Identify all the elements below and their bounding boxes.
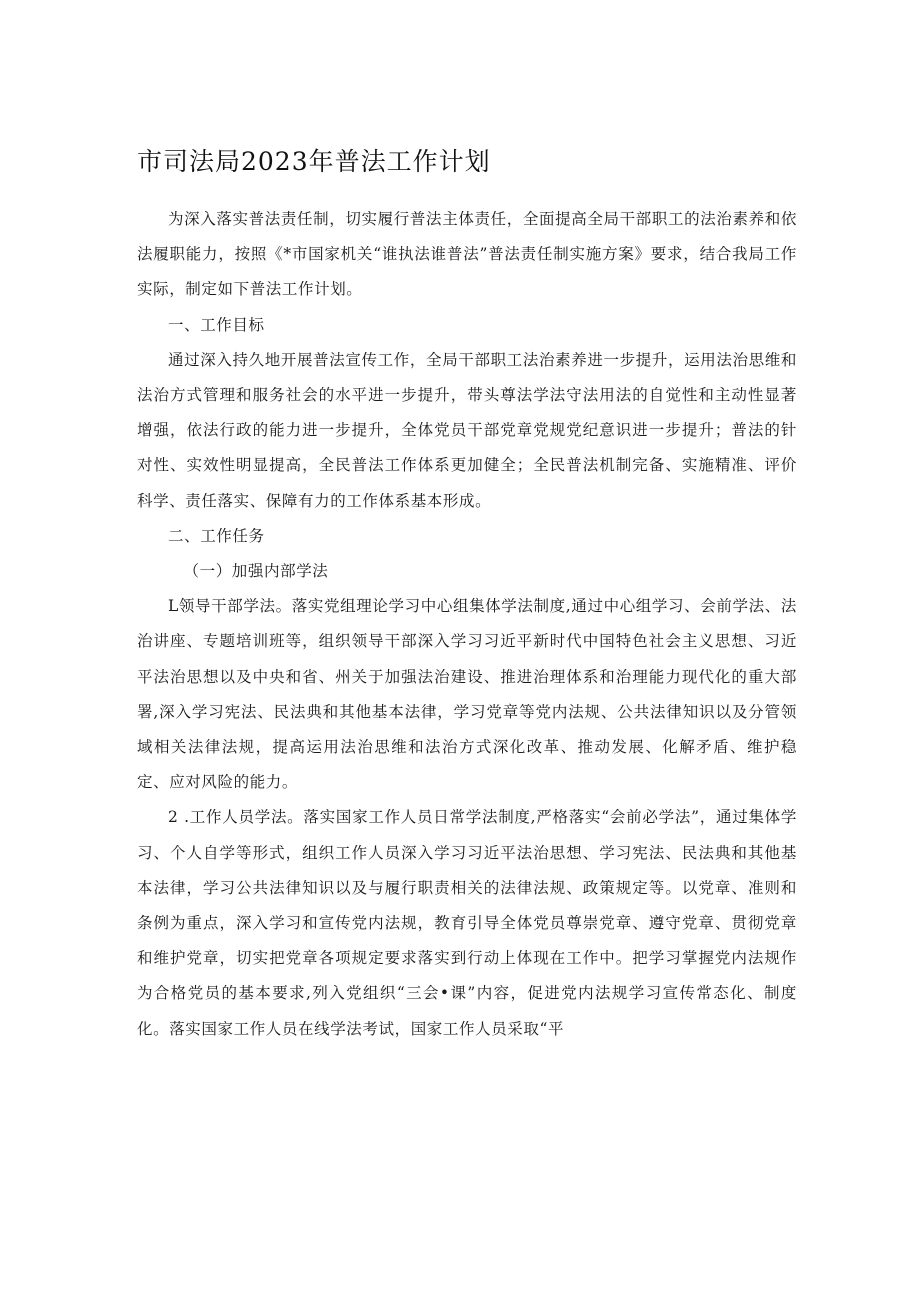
section-heading-goals: 一、工作目标 [168, 315, 265, 334]
goals-paragraph: 通过深入持久地开展普法宣传工作，全局干部职工法治素养进一步提升，运用法治思维和法治方式管理和服务社会的水平进一步提升，带头尊法学法守法用法的自觉性和主动性显著增强，依法行政的能力进一步提升，全体党员干部党章党规党纪意识进一步提升；普法的针对性、实效性明显提高，全民普法工作体系更加健全；全民普法机制完备、实施精准、评价科学、责任落实、保障有力的工作体系基本形成。 [137, 350, 797, 510]
subsection-heading-internal-study: （一）加强内部学法 [183, 562, 329, 581]
intro-paragraph: 为深入落实普法责任制，切实履行普法主体责任，全面提高全局干部职工的法治素养和依法履职能力，按照《*市国家机关“谁执法谁普法”普法责任制实施方案》要求，结合我局工作实际，制定如下普法工作计划。 [137, 210, 797, 299]
leader-study-paragraph: L领导干部学法。落实党组理论学习中心组集体学法制度,通过中心组学习、会前学法、法治讲座、专题培训班等，组织领导干部深入学习习近平新时代中国特色社会主义思想、习近平法治思想以及中央和省、州关于加强法治建设、推进治理体系和治理能力现代化的重大部署,深入学习宪法、民法典和其他基本法律，学习党章等党内法规、公共法律知识以及分管领域相关法律法规，提高运用法治思维和法治方式深化改革、推动发展、化解矛盾、维护稳定、应对风险的能力。 [137, 597, 797, 792]
section-heading-tasks: 二、工作任务 [168, 526, 265, 545]
document-body [137, 202, 797, 1047]
document-title: 市司法局2023年普法工作计划 [137, 147, 491, 176]
staff-study-paragraph: 2 .工作人员学法。落实国家工作人员日常学法制度,严格落实“会前必学法”，通过集体学习、个人自学等形式，组织工作人员深入学习习近平法治思想、学习宪法、民法典和其他基本法律，学习公共法律知识以及与履行职责相关的法律法规、政策规定等。以党章、准则和条例为重点，深入学习和宣传党内法规，教育引导全体党员尊崇党章、遵守党章、贯彻党章和维护党章，切实把党章各项规定要求落实到行动上体现在工作中。把学习掌握党内法规作为合格党员的基本要求,列入党组织“三会•课”内容，促进党内法规学习宣传常态化、制度化。落实国家工作人员在线学法考试，国家工作人员采取“平 [137, 808, 797, 1038]
